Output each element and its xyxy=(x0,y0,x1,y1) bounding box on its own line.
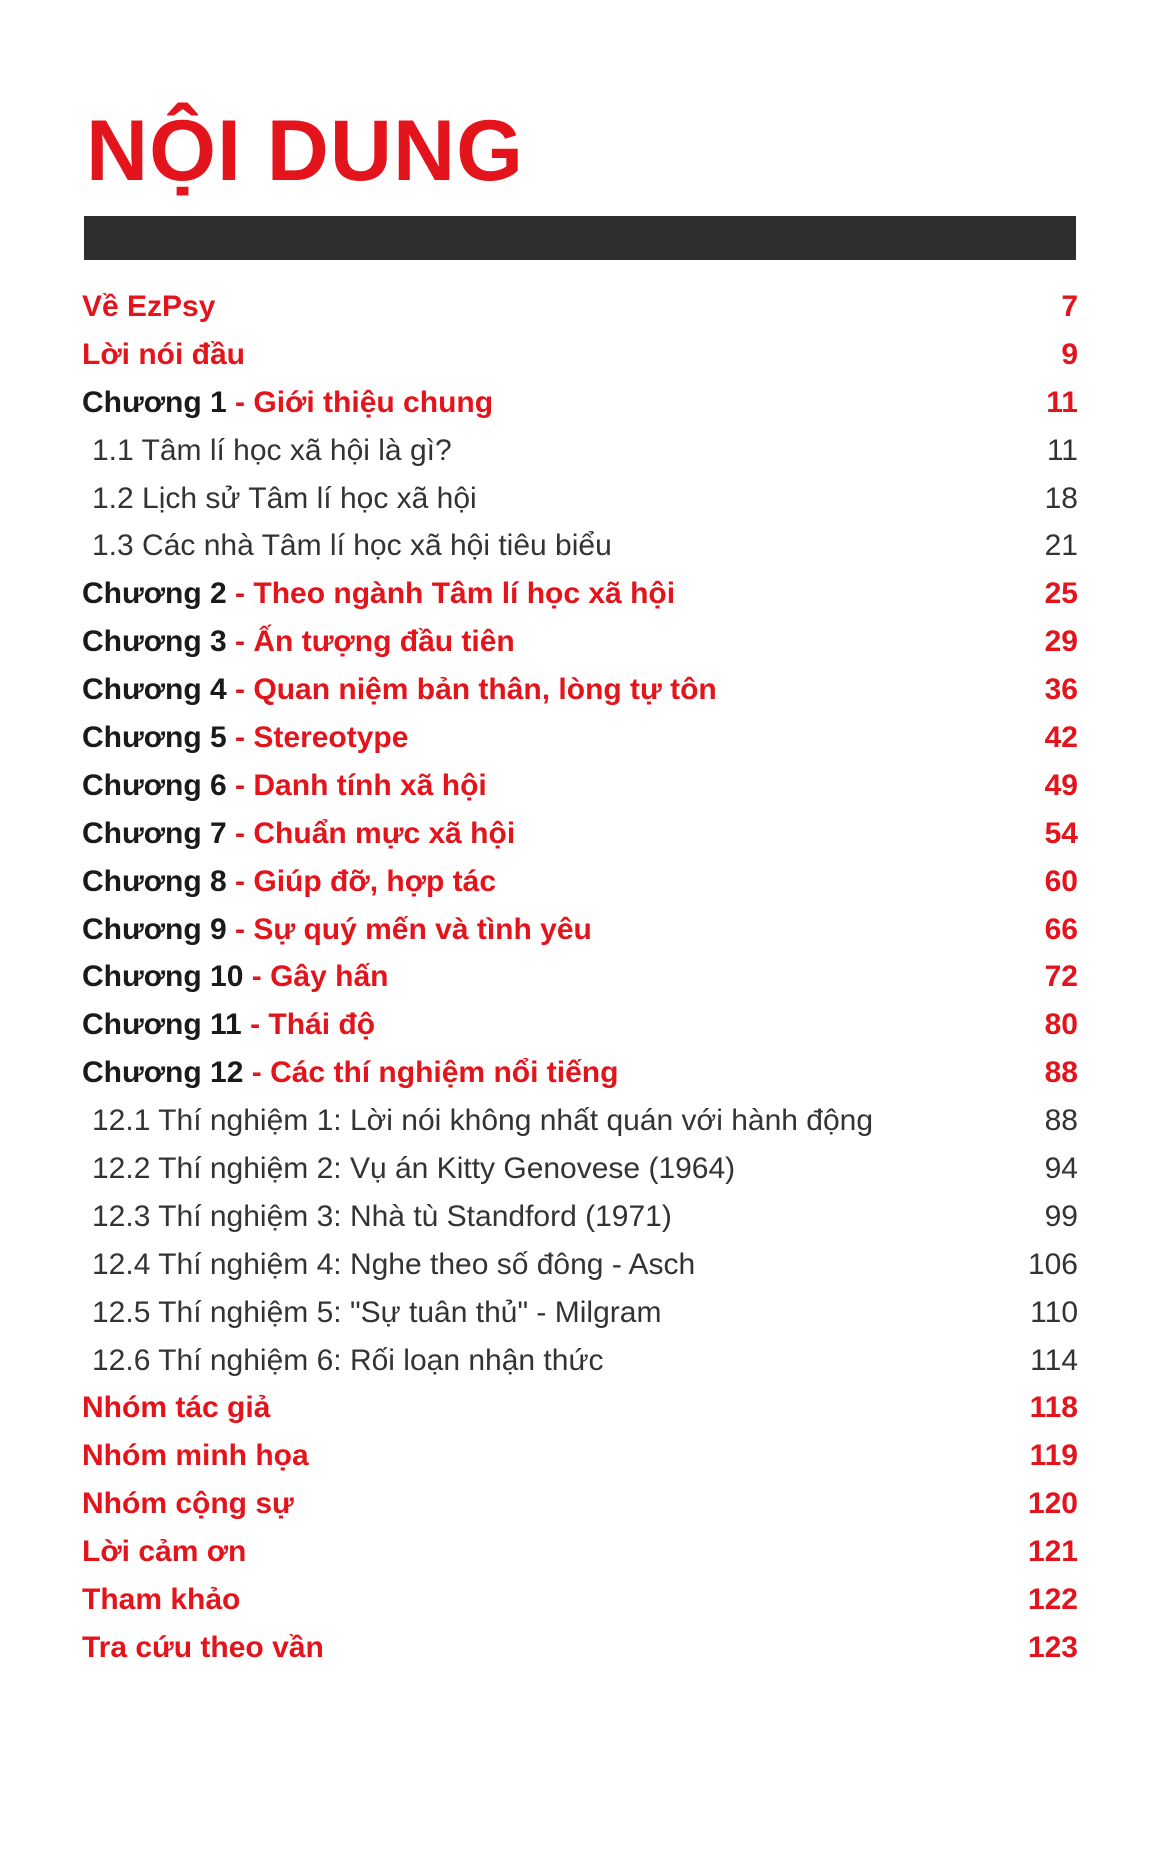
toc-entry[interactable] xyxy=(82,331,1078,379)
toc-entry[interactable] xyxy=(82,953,1078,1001)
toc-entry-text xyxy=(82,1010,375,1040)
toc-entry[interactable] xyxy=(82,475,1078,523)
toc-entry[interactable] xyxy=(82,810,1078,858)
chapter-separator: - xyxy=(226,864,254,898)
toc-entry[interactable] xyxy=(82,1145,1078,1193)
title-divider-bar xyxy=(84,216,1076,260)
toc-entry-text xyxy=(82,1537,246,1567)
toc-entry-text xyxy=(92,1343,604,1377)
page-number: 122 xyxy=(1027,1582,1078,1616)
page-number: 99 xyxy=(1044,1199,1078,1233)
subsection-title: 12.2 Thí nghiệm 2: Vụ án Kitty Genovese (1964) xyxy=(92,1151,736,1185)
page-number: 25 xyxy=(1044,577,1078,611)
page-number: 36 xyxy=(1044,673,1078,707)
page-number: 119 xyxy=(1029,1439,1078,1473)
chapter-title: Stereotype xyxy=(253,720,409,754)
toc-entry[interactable] xyxy=(82,1049,1078,1097)
subsection-title: 12.3 Thí nghiệm 3: Nhà tù Standford (1971) xyxy=(92,1199,672,1233)
page-number: 106 xyxy=(1027,1247,1078,1281)
chapter-number: Chương 7 xyxy=(82,816,227,850)
chapter-separator: - xyxy=(226,720,254,754)
toc-entry[interactable] xyxy=(82,427,1078,475)
toc-entry[interactable] xyxy=(82,1289,1078,1337)
chapter-number: Chương 12 xyxy=(82,1056,244,1090)
toc-entry-text xyxy=(82,1582,241,1616)
chapter-title: Sự quý mến và tình yêu xyxy=(253,912,592,946)
toc-entry[interactable] xyxy=(82,714,1078,762)
page-number: 114 xyxy=(1030,1343,1078,1377)
page-number: 120 xyxy=(1027,1487,1078,1521)
toc-entry[interactable] xyxy=(82,1384,1078,1432)
chapter-separator: - xyxy=(226,912,254,946)
section-title: Tra cứu theo vần xyxy=(82,1630,324,1664)
page-number: 7 xyxy=(1061,289,1078,323)
chapter-number: Chương 1 xyxy=(82,385,227,419)
toc-entry-text xyxy=(92,433,452,467)
chapter-separator: - xyxy=(226,385,254,419)
chapter-title: Các thí nghiệm nổi tiếng xyxy=(270,1056,619,1090)
page-number: 11 xyxy=(1046,433,1078,467)
page-number: 29 xyxy=(1044,625,1078,659)
chapter-title: Giúp đỡ, hợp tác xyxy=(253,864,497,898)
page-number: 18 xyxy=(1044,481,1078,515)
chapter-number: Chương 4 xyxy=(82,673,227,707)
section-title: Nhóm minh họa xyxy=(82,1439,309,1473)
toc-entry[interactable] xyxy=(82,1480,1078,1528)
chapter-number: Chương 6 xyxy=(82,768,227,802)
subsection-title: 1.1 Tâm lí học xã hội là gì? xyxy=(92,433,452,467)
section-title: Tham khảo xyxy=(82,1582,241,1616)
page-number: 11 xyxy=(1046,385,1078,419)
toc-entry-text xyxy=(82,675,717,705)
toc-entry-text xyxy=(82,289,216,323)
toc-entry-text xyxy=(82,816,516,850)
subsection-title: 12.4 Thí nghiệm 4: Nghe theo số đông - Asch xyxy=(92,1247,696,1281)
toc-entry-text xyxy=(92,1151,736,1185)
toc-entry[interactable] xyxy=(82,1576,1078,1624)
toc-entry-text xyxy=(82,1058,618,1088)
toc-entry[interactable] xyxy=(82,1193,1078,1241)
toc-entry-text xyxy=(82,1630,324,1664)
page-number: 9 xyxy=(1061,337,1078,371)
toc-entry-text xyxy=(82,385,494,419)
toc-entry-text xyxy=(82,337,245,371)
toc-entry[interactable] xyxy=(82,570,1078,618)
toc-entry[interactable] xyxy=(82,906,1078,954)
chapter-title: Giới thiệu chung xyxy=(253,385,494,419)
toc-entry-text xyxy=(82,912,592,946)
chapter-separator: - xyxy=(226,625,254,659)
toc-entry[interactable] xyxy=(82,666,1078,714)
section-title: Nhóm cộng sự xyxy=(82,1487,294,1521)
toc-entry[interactable] xyxy=(82,522,1078,570)
page-number: 66 xyxy=(1044,912,1078,946)
subsection-title: 1.2 Lịch sử Tâm lí học xã hội xyxy=(92,481,477,515)
chapter-number: Chương 8 xyxy=(82,864,227,898)
page-number: 80 xyxy=(1044,1008,1078,1042)
page-number: 54 xyxy=(1044,816,1078,850)
subsection-title: 12.5 Thí nghiệm 5: "Sự tuân thủ" - Milgram xyxy=(92,1295,662,1329)
chapter-number: Chương 11 xyxy=(82,1008,242,1042)
toc-entry[interactable] xyxy=(82,1097,1078,1145)
toc-entry[interactable] xyxy=(82,618,1078,666)
chapter-number: Chương 9 xyxy=(82,912,227,946)
page-number: 123 xyxy=(1027,1630,1078,1664)
section-title: Lời nói đầu xyxy=(82,337,245,371)
chapter-title: Ấn tượng đầu tiên xyxy=(253,625,515,659)
chapter-title: Danh tính xã hội xyxy=(253,768,487,802)
page-title: NỘI DUNG xyxy=(86,103,524,199)
page-number: 21 xyxy=(1044,529,1078,563)
toc-entry[interactable] xyxy=(82,1528,1078,1576)
chapter-title: Theo ngành Tâm lí học xã hội xyxy=(253,577,676,611)
page-number: 88 xyxy=(1044,1104,1078,1138)
chapter-title: Quan niệm bản thân, lòng tự tôn xyxy=(253,673,717,707)
page-number: 88 xyxy=(1044,1056,1078,1090)
page-number: 49 xyxy=(1044,768,1078,802)
subsection-title: 1.3 Các nhà Tâm lí học xã hội tiêu biểu xyxy=(92,529,612,563)
page-number: 110 xyxy=(1030,1295,1078,1329)
page-number: 60 xyxy=(1044,864,1078,898)
chapter-title: Gây hấn xyxy=(270,960,389,994)
toc-entry-text xyxy=(82,1441,309,1471)
toc-entry-text xyxy=(92,1295,662,1329)
chapter-separator: - xyxy=(226,577,254,611)
toc-entry[interactable] xyxy=(82,762,1078,810)
toc-entry-text xyxy=(92,531,612,561)
toc-entry[interactable] xyxy=(82,1624,1078,1672)
chapter-separator: - xyxy=(226,816,254,850)
toc-entry-text xyxy=(82,1489,294,1519)
chapter-separator: - xyxy=(226,673,254,707)
toc-entry-text xyxy=(92,1106,873,1136)
chapter-number: Chương 3 xyxy=(82,625,227,659)
toc-entry[interactable] xyxy=(82,1337,1078,1385)
toc-entry-text xyxy=(82,1393,270,1423)
page-number: 118 xyxy=(1029,1391,1078,1425)
page-number: 42 xyxy=(1044,720,1078,754)
toc-entry[interactable] xyxy=(82,1241,1078,1289)
toc-entry[interactable] xyxy=(82,379,1078,427)
section-title: Nhóm tác giả xyxy=(82,1391,271,1425)
page-number: 72 xyxy=(1044,960,1078,994)
subsection-title: 12.6 Thí nghiệm 6: Rối loạn nhận thức xyxy=(92,1343,604,1377)
chapter-separator: - xyxy=(243,1056,271,1090)
chapter-number: Chương 2 xyxy=(82,577,227,611)
section-title: Về EzPsy xyxy=(82,289,216,323)
page-number: 121 xyxy=(1027,1535,1078,1569)
subsection-title: 12.1 Thí nghiệm 1: Lời nói không nhất quán với hành động xyxy=(92,1104,874,1138)
chapter-number: Chương 10 xyxy=(82,960,244,994)
section-title: Lời cảm ơn xyxy=(82,1535,247,1569)
toc-entry-text xyxy=(82,720,409,754)
toc-entry-text xyxy=(92,1247,696,1281)
toc-entry-text xyxy=(92,1199,672,1233)
chapter-separator: - xyxy=(226,768,254,802)
toc-entry-text xyxy=(82,579,675,609)
toc-entry-text xyxy=(92,481,477,515)
toc-entry[interactable] xyxy=(82,1432,1078,1480)
toc-entry-text xyxy=(82,768,487,802)
chapter-separator: - xyxy=(243,960,271,994)
chapter-separator: - xyxy=(241,1008,269,1042)
chapter-title: Chuẩn mực xã hội xyxy=(253,816,516,850)
chapter-number: Chương 5 xyxy=(82,720,227,754)
toc-entry-text xyxy=(82,962,388,992)
toc-entry[interactable] xyxy=(82,1001,1078,1049)
toc-entry-text xyxy=(82,627,515,657)
page-number: 94 xyxy=(1044,1151,1078,1185)
toc-entry[interactable] xyxy=(82,283,1078,331)
chapter-title: Thái độ xyxy=(268,1008,376,1042)
toc-entry-text xyxy=(82,864,497,898)
table-of-contents xyxy=(82,283,1078,1672)
toc-entry[interactable] xyxy=(82,858,1078,906)
